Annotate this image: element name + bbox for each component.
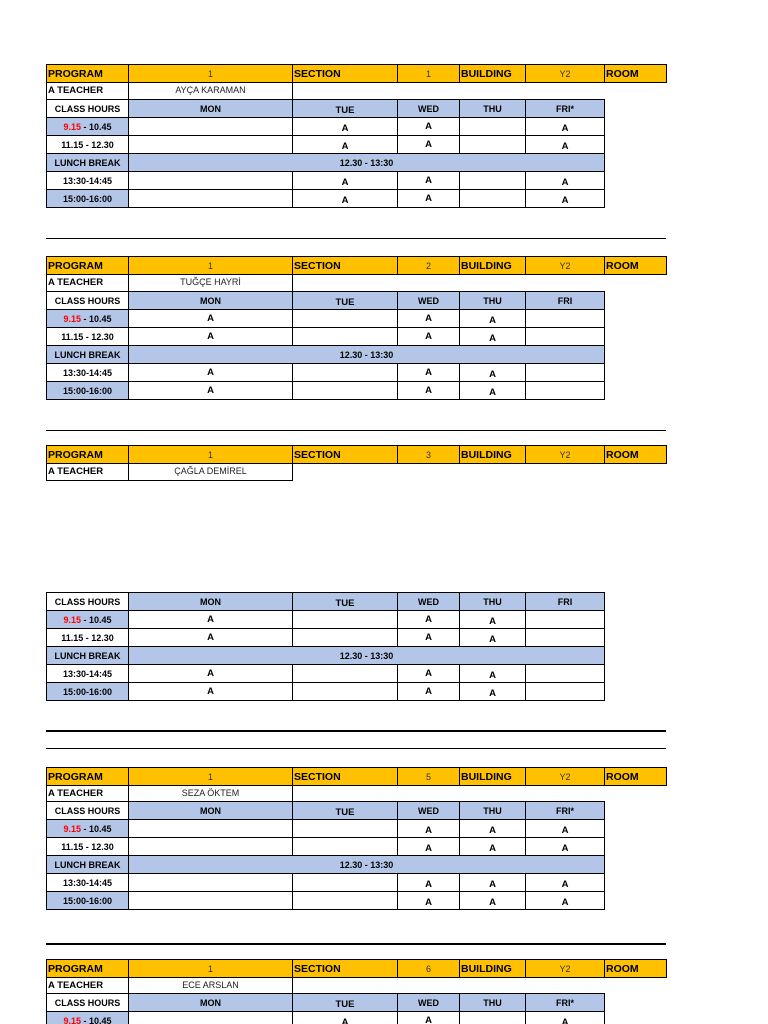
cell-thu	[460, 172, 526, 190]
day-header-fri: FRI	[526, 292, 605, 310]
lunch-break-time: 12.30 - 13:30	[129, 346, 605, 364]
cell-tue	[293, 382, 398, 400]
cell-thu	[460, 136, 526, 154]
time-slot-2: 11.15 - 12.30	[47, 629, 129, 647]
cell-mon	[129, 820, 293, 838]
cell-thu: A	[460, 892, 526, 910]
program-value: 1	[129, 257, 293, 275]
cell-fri: A	[526, 172, 605, 190]
divider-line	[46, 943, 666, 945]
cell-tue	[293, 892, 398, 910]
program-label: PROGRAM	[47, 65, 129, 83]
lunch-break-time: 12.30 - 13:30	[129, 856, 605, 874]
program-label: PROGRAM	[47, 257, 129, 275]
time-slot-1: 9.15 - 10.45	[47, 310, 129, 328]
building-label: BUILDING	[460, 960, 526, 978]
cell-mon	[129, 118, 293, 136]
cell-wed: A	[398, 172, 460, 190]
divider-line	[46, 748, 666, 749]
time-slot-3: 13:30-14:45	[47, 874, 129, 892]
cell-mon	[129, 190, 293, 208]
cell-wed: A	[398, 190, 460, 208]
building-value: Y2	[526, 65, 605, 83]
cell-fri	[526, 683, 605, 701]
time-slot-1: 9.15 - 10.45	[47, 820, 129, 838]
teacher-name: ÇAĞLA DEMİREL	[129, 463, 293, 480]
time-slot-2: 11.15 - 12.30	[47, 328, 129, 346]
day-header-wed: WED	[398, 292, 460, 310]
class-hours-header: CLASS HOURS	[47, 100, 129, 118]
cell-tue: A	[293, 1012, 398, 1024]
room-label: ROOM	[605, 257, 667, 275]
cell-mon: A	[129, 328, 293, 346]
time-slot-4: 15:00-16:00	[47, 190, 129, 208]
cell-thu: A	[460, 382, 526, 400]
day-header-fri: FRI	[526, 593, 605, 611]
cell-fri	[526, 665, 605, 683]
teacher-row	[46, 977, 293, 995]
program-value: 1	[129, 768, 293, 786]
lunch-break-time: 12.30 - 13:30	[129, 647, 605, 665]
time-slot-4: 15:00-16:00	[47, 892, 129, 910]
time-slot-2: 11.15 - 12.30	[47, 136, 129, 154]
cell-fri: A	[526, 1012, 605, 1024]
cell-mon	[129, 1012, 293, 1024]
cell-wed: A	[398, 310, 460, 328]
day-header-wed: WED	[398, 100, 460, 118]
day-header-mon: MON	[129, 593, 293, 611]
time-slot-1: 9.15 - 10.45	[47, 118, 129, 136]
class-hours-header: CLASS HOURS	[47, 802, 129, 820]
program-label: PROGRAM	[47, 960, 129, 978]
day-header-thu: THU	[460, 593, 526, 611]
cell-thu: A	[460, 611, 526, 629]
cell-thu: A	[460, 328, 526, 346]
cell-thu	[460, 1012, 526, 1024]
day-header-mon: MON	[129, 802, 293, 820]
time-slot-4: 15:00-16:00	[47, 382, 129, 400]
building-label: BUILDING	[460, 768, 526, 786]
section-label: SECTION	[293, 960, 398, 978]
day-header-tue: TUE	[293, 100, 398, 118]
building-value: Y2	[526, 257, 605, 275]
teacher-name: TUĞÇE HAYRİ	[129, 274, 293, 291]
day-header-mon: MON	[129, 994, 293, 1012]
building-label: BUILDING	[460, 257, 526, 275]
cell-thu: A	[460, 838, 526, 856]
cell-fri	[526, 310, 605, 328]
cell-fri: A	[526, 820, 605, 838]
program-value: 1	[129, 960, 293, 978]
cell-wed: A	[398, 364, 460, 382]
program-header-row	[46, 959, 667, 978]
cell-thu	[460, 190, 526, 208]
building-label: BUILDING	[460, 65, 526, 83]
time-slot-1: 9.15 - 10.45	[47, 611, 129, 629]
cell-wed: A	[398, 892, 460, 910]
cell-tue: A	[293, 190, 398, 208]
teacher-name: AYÇA KARAMAN	[129, 82, 293, 99]
day-header-thu: THU	[460, 994, 526, 1012]
lunch-break-label: LUNCH BREAK	[47, 647, 129, 665]
cell-tue	[293, 665, 398, 683]
section-label: SECTION	[293, 768, 398, 786]
lunch-break-label: LUNCH BREAK	[47, 856, 129, 874]
section-value: 5	[398, 768, 460, 786]
cell-mon: A	[129, 611, 293, 629]
teacher-label: A TEACHER	[47, 785, 129, 802]
cell-tue	[293, 629, 398, 647]
cell-fri: A	[526, 892, 605, 910]
cell-mon: A	[129, 683, 293, 701]
cell-mon: A	[129, 364, 293, 382]
teacher-row	[46, 274, 293, 292]
program-label: PROGRAM	[47, 768, 129, 786]
program-header-row	[46, 767, 667, 786]
time-slot-3: 13:30-14:45	[47, 172, 129, 190]
time-slot-1: 9.15 - 10.45	[47, 1012, 129, 1024]
room-label: ROOM	[605, 768, 667, 786]
program-value: 1	[129, 65, 293, 83]
cell-mon	[129, 838, 293, 856]
day-header-thu: THU	[460, 100, 526, 118]
cell-wed: A	[398, 665, 460, 683]
time-slot-2: 11.15 - 12.30	[47, 838, 129, 856]
cell-thu: A	[460, 820, 526, 838]
cell-thu	[460, 118, 526, 136]
cell-tue: A	[293, 136, 398, 154]
day-header-fri: FRI*	[526, 100, 605, 118]
cell-tue	[293, 611, 398, 629]
cell-mon	[129, 172, 293, 190]
day-header-wed: WED	[398, 802, 460, 820]
cell-wed: A	[398, 1012, 460, 1024]
teacher-label: A TEACHER	[47, 274, 129, 291]
cell-fri: A	[526, 874, 605, 892]
class-hours-header: CLASS HOURS	[47, 994, 129, 1012]
day-header-mon: MON	[129, 292, 293, 310]
schedule-table	[46, 592, 605, 701]
cell-fri: A	[526, 838, 605, 856]
cell-fri	[526, 364, 605, 382]
day-header-tue: TUE	[293, 292, 398, 310]
teacher-label: A TEACHER	[47, 82, 129, 99]
teacher-row	[46, 785, 293, 803]
section-label: SECTION	[293, 65, 398, 83]
day-header-thu: THU	[460, 802, 526, 820]
cell-mon	[129, 874, 293, 892]
cell-wed: A	[398, 874, 460, 892]
section-value: 6	[398, 960, 460, 978]
program-header-row	[46, 256, 667, 275]
time-slot-3: 13:30-14:45	[47, 665, 129, 683]
cell-tue	[293, 874, 398, 892]
lunch-break-time: 12.30 - 13:30	[129, 154, 605, 172]
day-header-fri: FRI*	[526, 802, 605, 820]
building-label: BUILDING	[460, 446, 526, 464]
cell-wed: A	[398, 118, 460, 136]
schedule-table	[46, 291, 605, 400]
schedule-table	[46, 99, 605, 208]
day-header-thu: THU	[460, 292, 526, 310]
cell-fri	[526, 611, 605, 629]
time-slot-3: 13:30-14:45	[47, 364, 129, 382]
program-header-row	[46, 445, 667, 464]
lunch-break-label: LUNCH BREAK	[47, 154, 129, 172]
cell-wed: A	[398, 838, 460, 856]
cell-tue: A	[293, 118, 398, 136]
cell-thu: A	[460, 874, 526, 892]
divider-line	[46, 730, 666, 732]
day-header-tue: TUE	[293, 994, 398, 1012]
cell-thu: A	[460, 364, 526, 382]
building-value: Y2	[526, 446, 605, 464]
time-slot-4: 15:00-16:00	[47, 683, 129, 701]
teacher-label: A TEACHER	[47, 977, 129, 994]
schedule-table	[46, 801, 605, 910]
program-header-row	[46, 64, 667, 83]
cell-tue	[293, 683, 398, 701]
cell-wed: A	[398, 382, 460, 400]
cell-wed: A	[398, 328, 460, 346]
teacher-row	[46, 463, 293, 481]
cell-tue: A	[293, 172, 398, 190]
room-label: ROOM	[605, 446, 667, 464]
lunch-break-label: LUNCH BREAK	[47, 346, 129, 364]
day-header-wed: WED	[398, 994, 460, 1012]
cell-fri: A	[526, 136, 605, 154]
day-header-tue: TUE	[293, 802, 398, 820]
class-hours-header: CLASS HOURS	[47, 292, 129, 310]
teacher-row	[46, 82, 293, 100]
cell-wed: A	[398, 683, 460, 701]
day-header-tue: TUE	[293, 593, 398, 611]
section-value: 3	[398, 446, 460, 464]
cell-wed: A	[398, 629, 460, 647]
cell-fri	[526, 629, 605, 647]
room-label: ROOM	[605, 960, 667, 978]
room-label: ROOM	[605, 65, 667, 83]
cell-fri	[526, 328, 605, 346]
section-label: SECTION	[293, 257, 398, 275]
cell-mon: A	[129, 665, 293, 683]
section-label: SECTION	[293, 446, 398, 464]
cell-thu: A	[460, 683, 526, 701]
cell-thu: A	[460, 629, 526, 647]
divider-line	[46, 238, 666, 239]
cell-mon: A	[129, 382, 293, 400]
teacher-name: SEZA ÖKTEM	[129, 785, 293, 802]
cell-tue	[293, 838, 398, 856]
cell-wed: A	[398, 136, 460, 154]
cell-wed: A	[398, 820, 460, 838]
program-value: 1	[129, 446, 293, 464]
cell-thu: A	[460, 310, 526, 328]
divider-line	[46, 430, 666, 431]
schedule-table	[46, 993, 605, 1024]
teacher-label: A TEACHER	[47, 463, 129, 480]
cell-mon	[129, 892, 293, 910]
cell-mon: A	[129, 629, 293, 647]
building-value: Y2	[526, 768, 605, 786]
section-value: 2	[398, 257, 460, 275]
building-value: Y2	[526, 960, 605, 978]
cell-mon: A	[129, 310, 293, 328]
teacher-name: ECE ARSLAN	[129, 977, 293, 994]
cell-fri: A	[526, 190, 605, 208]
cell-mon	[129, 136, 293, 154]
cell-fri: A	[526, 118, 605, 136]
program-label: PROGRAM	[47, 446, 129, 464]
cell-wed: A	[398, 611, 460, 629]
day-header-wed: WED	[398, 593, 460, 611]
cell-tue	[293, 820, 398, 838]
cell-tue	[293, 364, 398, 382]
section-value: 1	[398, 65, 460, 83]
cell-tue	[293, 310, 398, 328]
cell-fri	[526, 382, 605, 400]
class-hours-header: CLASS HOURS	[47, 593, 129, 611]
day-header-fri: FRI*	[526, 994, 605, 1012]
cell-thu: A	[460, 665, 526, 683]
cell-tue	[293, 328, 398, 346]
day-header-mon: MON	[129, 100, 293, 118]
